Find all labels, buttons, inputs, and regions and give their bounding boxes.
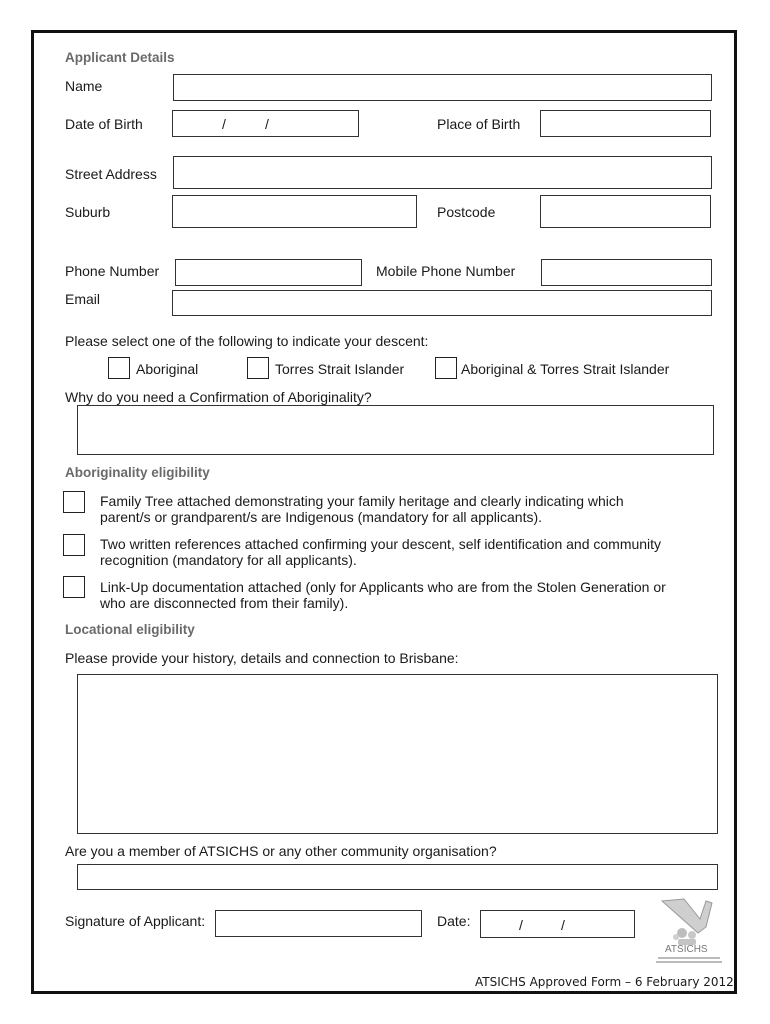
checkbox-both[interactable] bbox=[435, 357, 457, 379]
section-aboriginality-eligibility: Aboriginality eligibility bbox=[65, 465, 210, 480]
suburb-field[interactable] bbox=[172, 195, 417, 228]
postcode-field[interactable] bbox=[540, 195, 711, 228]
checkbox-link-up[interactable] bbox=[63, 576, 85, 598]
name-field[interactable] bbox=[173, 74, 712, 101]
member-prompt: Are you a member of ATSICHS or any other community organisation? bbox=[65, 843, 497, 859]
date-field[interactable] bbox=[480, 910, 635, 938]
history-prompt: Please provide your history, details and connection to Brisbane: bbox=[65, 650, 459, 666]
link-up-line-2: who are disconnected from their family). bbox=[100, 595, 349, 611]
references-line-1: Two written references attached confirming your descent, self identification and community bbox=[100, 536, 662, 552]
references-line-2: recognition (mandatory for all applicants). bbox=[100, 552, 357, 568]
history-field[interactable] bbox=[77, 674, 718, 834]
option-aboriginal-label: Aboriginal bbox=[136, 361, 199, 377]
phone-field[interactable] bbox=[175, 259, 362, 286]
dob-field[interactable] bbox=[172, 110, 359, 137]
footer-text: ATSICHS Approved Form – 6 February 2012 bbox=[475, 975, 734, 989]
logo-tagline-line-1 bbox=[658, 957, 720, 959]
checkbox-aboriginal[interactable] bbox=[108, 357, 130, 379]
section-locational-eligibility: Locational eligibility bbox=[65, 622, 195, 637]
street-address-label: Street Address bbox=[65, 166, 157, 182]
email-field[interactable] bbox=[172, 290, 712, 316]
checkbox-torres-strait[interactable] bbox=[247, 357, 269, 379]
dob-separator-1: / bbox=[222, 116, 226, 132]
dob-label: Date of Birth bbox=[65, 116, 143, 132]
member-field[interactable] bbox=[77, 864, 718, 890]
dob-separator-2: / bbox=[265, 116, 269, 132]
why-field[interactable] bbox=[77, 405, 714, 455]
atsichs-logo bbox=[648, 893, 728, 968]
phone-label: Phone Number bbox=[65, 263, 160, 279]
suburb-label: Suburb bbox=[65, 204, 111, 220]
family-tree-line-2: parent/s or grandparent/s are Indigenous (mandatory for all applicants). bbox=[100, 509, 543, 525]
postcode-label: Postcode bbox=[437, 204, 496, 220]
link-up-text bbox=[100, 579, 700, 611]
logo-tagline-line-2 bbox=[656, 961, 722, 963]
date-separator-1: / bbox=[519, 917, 523, 933]
family-tree-text bbox=[100, 493, 700, 525]
street-address-field[interactable] bbox=[173, 156, 712, 189]
descent-prompt: Please select one of the following to indicate your descent: bbox=[65, 333, 429, 349]
signature-field[interactable] bbox=[215, 910, 422, 937]
option-both-label: Aboriginal & Torres Strait Islander bbox=[461, 361, 670, 377]
email-label: Email bbox=[65, 291, 101, 307]
mobile-field[interactable] bbox=[541, 259, 712, 286]
references-text bbox=[100, 536, 700, 568]
why-prompt: Why do you need a Confirmation of Aboriginality? bbox=[65, 389, 372, 405]
mobile-label: Mobile Phone Number bbox=[376, 263, 516, 279]
option-torres-strait-label: Torres Strait Islander bbox=[275, 361, 405, 377]
signature-label: Signature of Applicant: bbox=[65, 913, 206, 929]
name-label: Name bbox=[65, 78, 103, 94]
section-applicant-details: Applicant Details bbox=[65, 50, 175, 65]
date-label: Date: bbox=[437, 913, 471, 929]
place-of-birth-label: Place of Birth bbox=[437, 116, 521, 132]
checkbox-references[interactable] bbox=[63, 534, 85, 556]
date-separator-2: / bbox=[561, 917, 565, 933]
logo-name: ATSICHS bbox=[665, 944, 708, 955]
place-of-birth-field[interactable] bbox=[540, 110, 711, 137]
family-tree-line-1: Family Tree attached demonstrating your family heritage and clearly indicating which bbox=[100, 493, 624, 509]
checkbox-family-tree[interactable] bbox=[63, 491, 85, 513]
link-up-line-1: Link-Up documentation attached (only for Applicants who are from the Stolen Generation or bbox=[100, 579, 666, 595]
